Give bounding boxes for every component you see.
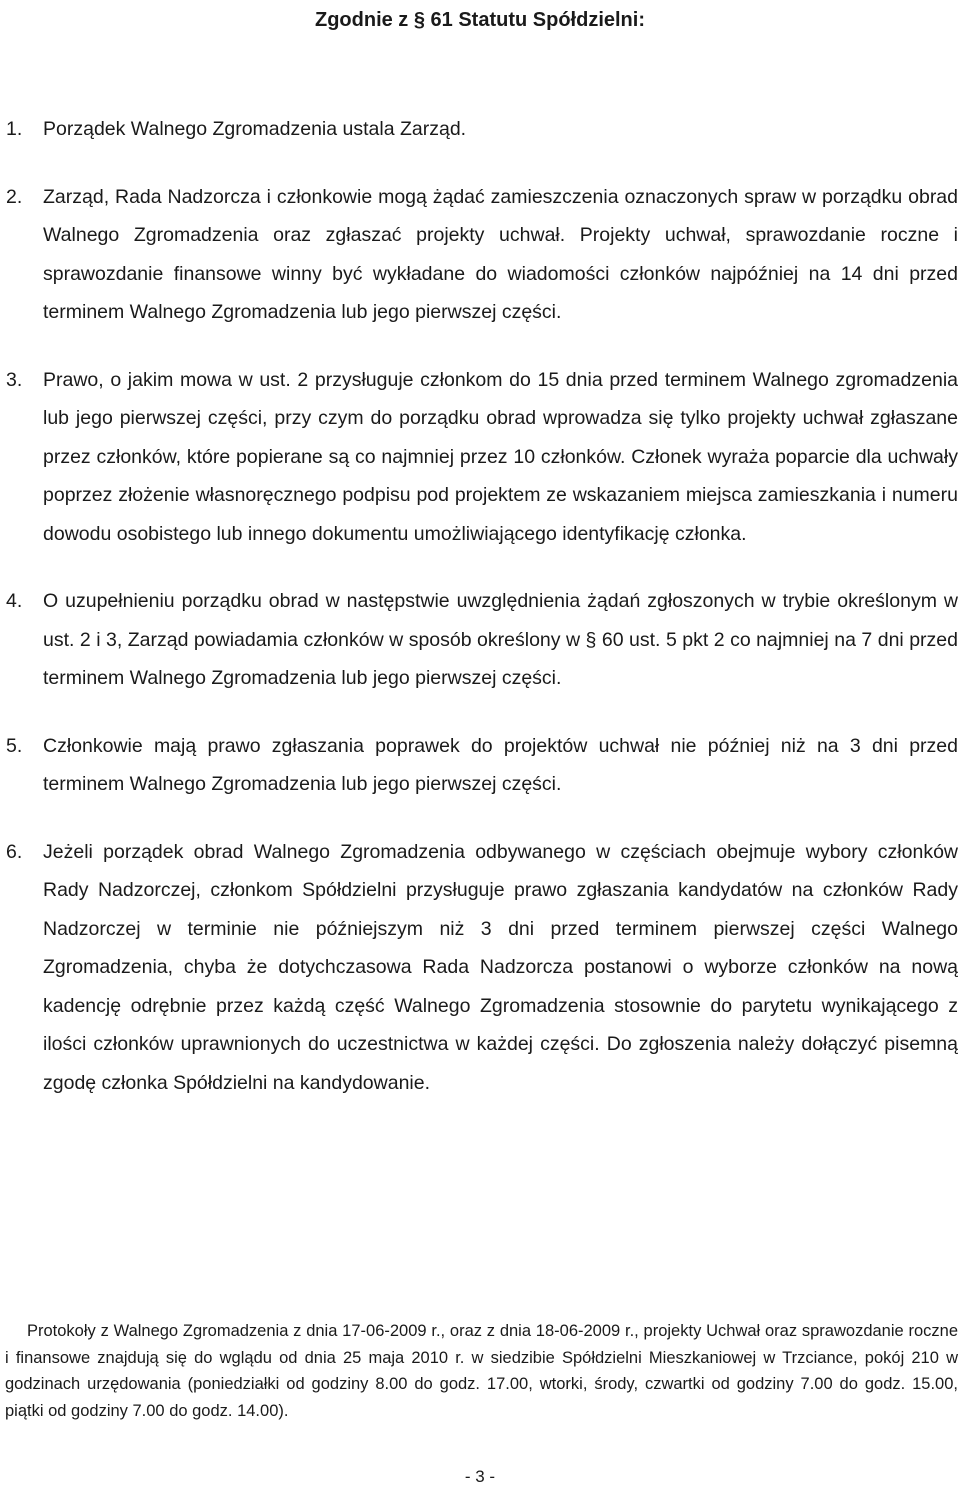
item-text: Członkowie mają prawo zgłaszania poprawek do projektów uchwał nie później niż na 3 dni przed terminem Walnego Zgromadzenia lub jego pierwszej części.: [43, 734, 958, 795]
provisions-list: [0, 110, 960, 1131]
list-item: [0, 727, 960, 804]
item-text: Zarząd, Rada Nadzorcza i członkowie mogą żądać zamieszczenia oznaczonych spraw w porządku obrad Walnego Zgromadzenia oraz zgłaszać projekty uchwał. Projekty uchwał, sprawozdanie roczne i sprawozdanie finansowe winny być wykładane do wiadomości członków najpóźniej na 14 dni przed terminem Walnego Zgromadzenia lub jego pierwszej części.: [43, 185, 958, 323]
list-item: [0, 582, 960, 698]
item-number: 1.: [6, 118, 23, 140]
item-text: Jeżeli porządek obrad Walnego Zgromadzenia odbywanego w częściach obejmuje wybory członków Rady Nadzorczej, członkom Spółdzielni przysługuje prawo zgłaszania kandydatów na członków Rady Nadzorczej w terminie nie późniejszym niż 3 dni przed terminem pierwszej części Walnego Zgromadzenia, chyba że dotychczasowa Rada Nadzorcza postanowi o wyborze członków na nową kadencję odrębnie przez każdą część Walnego Zgromadzenia stosownie do parytetu wynikającego z ilości członków uprawnionych do uczestnictwa w każdej części. Do zgłoszenia należy dołączyć pisemną zgodę członka Spółdzielni na kandydowanie.: [43, 840, 958, 1094]
list-item: [0, 833, 960, 1103]
item-text: Prawo, o jakim mowa w ust. 2 przysługuje członkom do 15 dnia przed terminem Walnego zgromadzenia lub jego pierwszej części, przy czym do porządku obrad wprowadza się tylko projekty uchwał zgłaszane przez członków, które popierane są co najmniej przez 10 członków. Członek wyraża poparcie dla uchwały poprzez złożenie własnoręcznego podpisu pod projektem ze wskazaniem miejsca zamieszkania i numeru dowodu osobistego lub innego dokumentu umożliwiającego identyfikację członka.: [43, 368, 958, 545]
page-number: - 3 -: [464, 1467, 496, 1486]
list-item: [0, 178, 960, 332]
list-item: [0, 110, 960, 149]
item-number: 4.: [6, 590, 23, 612]
item-number: 5.: [6, 734, 23, 757]
item-text: Porządek Walnego Zgromadzenia ustala Zarząd.: [43, 118, 467, 140]
item-number: 2.: [6, 185, 23, 208]
item-number: 3.: [6, 368, 23, 391]
item-number: 6.: [6, 840, 23, 863]
footnote: Protokoły z Walnego Zgromadzenia z dnia 17-06-2009 r., oraz z dnia 18-06-2009 r., projekty Uchwał oraz sprawozdanie roczne i finansowe znajdują się do wglądu od dnia 25 maja 2010 r. w siedzibie Spółdzielni Mieszkaniowej w Trzciance, pokój 210 w godzinach urzędowania (poniedziałki od godziny 8.00 do godz. 17.00, wtorki, środy, czwartki od godziny 7.00 do godz. 15.00, piątki od godziny 7.00 do godz. 14.00).: [5, 1322, 958, 1420]
list-item: [0, 361, 960, 554]
item-text: O uzupełnieniu porządku obrad w następstwie uwzględnienia żądań zgłoszonych w trybie określonym w ust. 2 i 3, Zarząd powiadamia członków w sposób określony w § 60 ust. 5 pkt 2 co najmniej na 7 dni przed terminem Walnego Zgromadzenia lub jego pierwszej części.: [43, 590, 958, 689]
page-heading: Zgodnie z § 61 Statutu Spółdzielni:: [314, 9, 645, 31]
